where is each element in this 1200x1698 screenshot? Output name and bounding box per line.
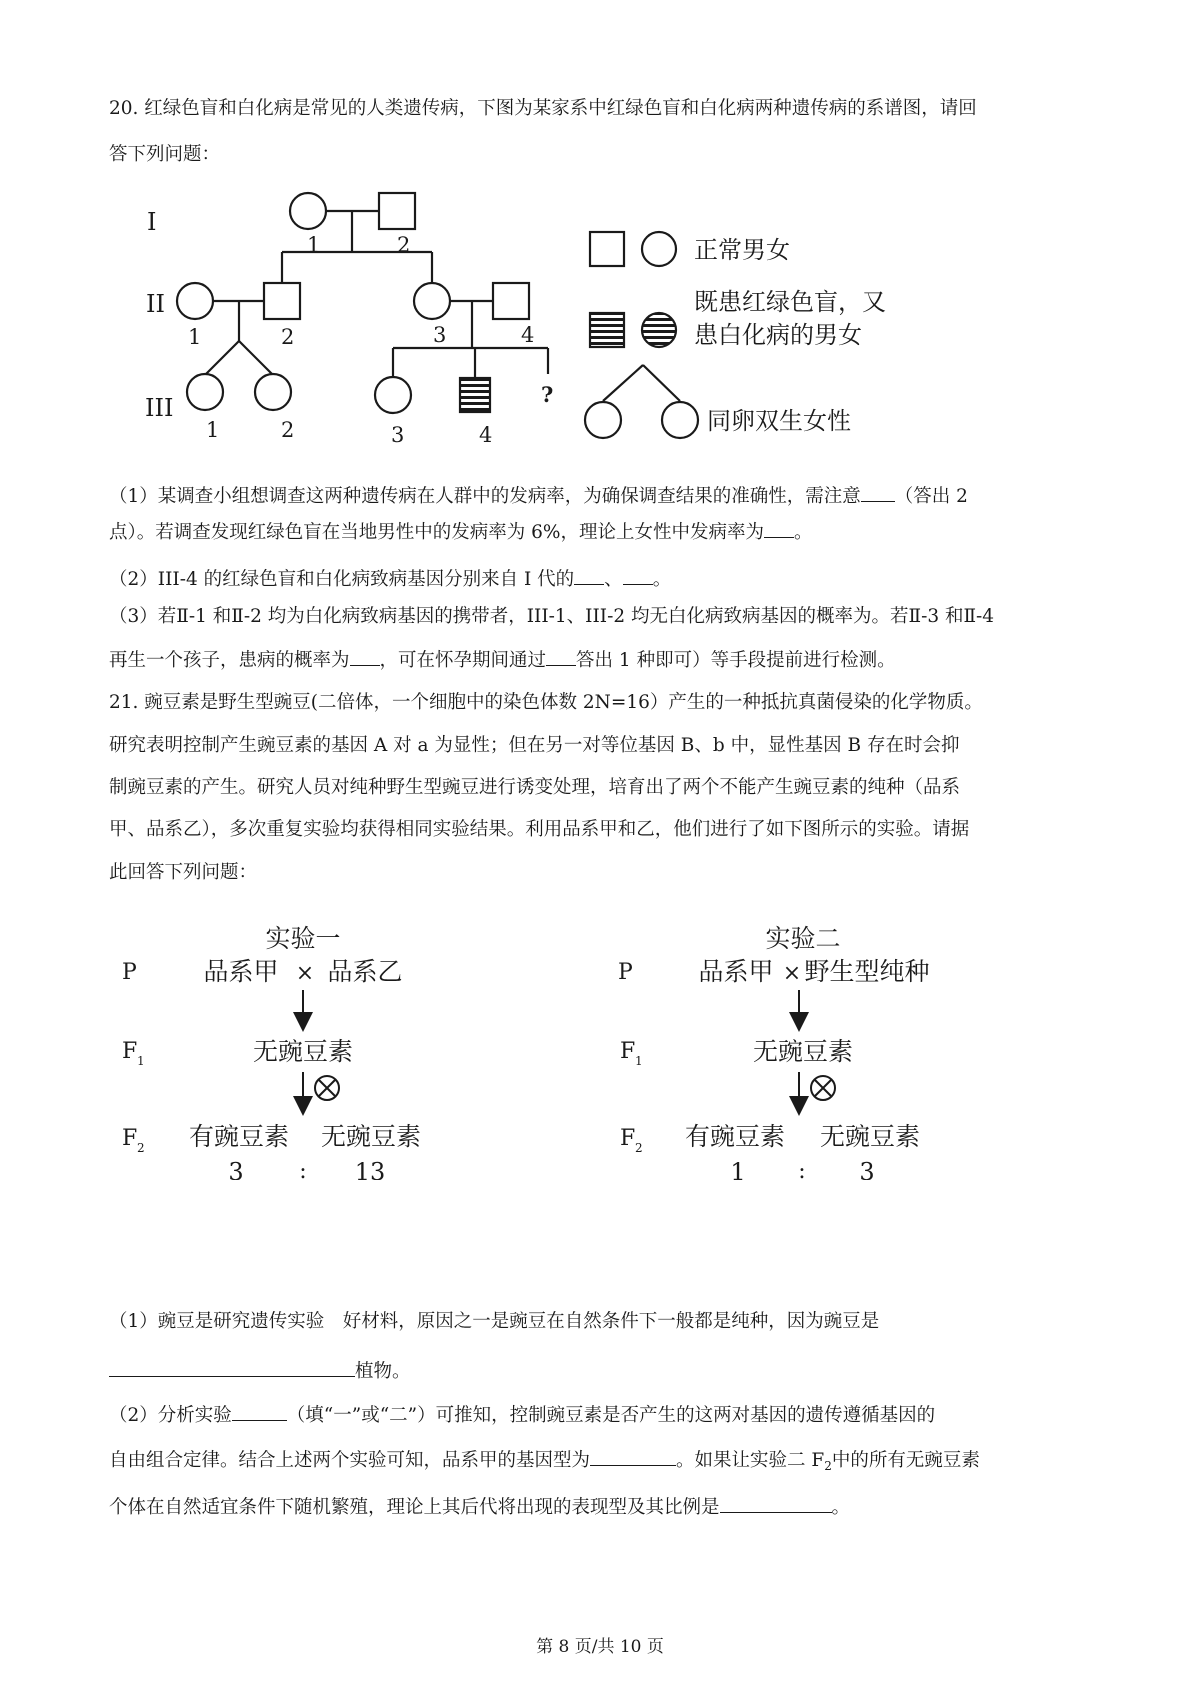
exp1-ratio-a: 3	[228, 1158, 244, 1180]
answer-blank[interactable]	[574, 562, 604, 585]
exp2-gen-F2-sub: 2	[635, 1141, 643, 1155]
q20-sub1-line2: 点）。若调查发现红绿色盲在当地男性中的发病率为 6%，理论上女性中发病率为 。	[109, 515, 813, 548]
q21-sub2-line2: 自由组合定律。结合上述两个实验可知，品系甲的基因型为 。如果让实验二 $F_2$中的所有无豌豆素	[109, 1443, 980, 1477]
pedigree-num-III4: 4	[479, 423, 493, 447]
exp2-ratio-colon: :	[798, 1159, 806, 1180]
exp1-ratio-colon: :	[299, 1159, 307, 1180]
q20-sub2: （2）III-4 的红绿色盲和白化病致病基因分别来自 I 代的 、 。	[109, 562, 671, 595]
exp1-title: 实验一	[265, 924, 341, 953]
pedigree-num-III2: 2	[281, 418, 295, 442]
exp2-gen-F1-sub: 1	[635, 1054, 643, 1068]
answer-blank[interactable]	[109, 1354, 355, 1377]
gen-label-III: III	[145, 394, 174, 422]
exp2-selfing-icon	[811, 1076, 835, 1100]
answer-blank[interactable]	[232, 1398, 287, 1421]
exp1-cross-symbol: ×	[295, 961, 315, 986]
answer-blank[interactable]	[350, 643, 380, 666]
legend-normal-label: 正常男女	[694, 236, 790, 264]
q21-sub1-line1: （1）豌豆是研究遗传实验 好材料，原因之一是豌豆在自然条件下一般都是纯种，因为豌豆是	[109, 1311, 880, 1332]
exp2-parent-a: 品系甲	[698, 957, 774, 986]
pedigree-III2-female	[255, 374, 291, 410]
experiments-diagram	[0, 910, 1200, 1180]
pedigree-num-II3: 3	[433, 323, 447, 347]
q21-sub1-line2: 植物。	[109, 1354, 411, 1387]
pedigree-num-I2: 2	[397, 233, 411, 257]
legend-affected-label-2: 患白化病的男女	[694, 321, 862, 349]
exp1-selfing-icon	[315, 1076, 339, 1100]
pedigree-I1-female	[290, 193, 326, 229]
answer-blank[interactable]	[590, 1443, 676, 1466]
legend-twin-female-2	[662, 402, 698, 438]
exp2-f2-a: 有豌豆素	[684, 1122, 786, 1151]
q21-sub2-line3: 个体在自然适宜条件下随机繁殖，理论上其后代将出现的表现型及其比例是 。	[109, 1490, 850, 1523]
exp1-f2-b: 无豌豆素	[320, 1122, 422, 1151]
q21-stem-line3: 制豌豆素的产生。研究人员对纯种野生型豌豆进行诱变处理，培育出了两个不能产生豌豆素的纯种（品系	[109, 777, 961, 798]
pedigree-II3-female	[414, 283, 450, 319]
pedigree-II4-male	[493, 283, 529, 319]
q20-sub3-line2: 再生一个孩子，患病的概率为 ，可在怀孕期间通过 答出 1 种即可）等手段提前进行检测。	[109, 643, 896, 676]
pedigree-II1-female	[177, 283, 213, 319]
pedigree-III4-affected-male	[460, 378, 490, 412]
pedigree-num-III3: 3	[391, 423, 405, 447]
exp2-ratio-a: 1	[730, 1158, 746, 1180]
legend-twin-female-1	[585, 402, 621, 438]
exp1-gen-F1: F	[122, 1039, 138, 1064]
answer-blank[interactable]	[861, 479, 895, 502]
exp2-gen-F1: F	[620, 1039, 636, 1064]
exp2-gen-F2: F	[620, 1126, 636, 1151]
q21-sub2-line1: （2）分析实验 （填“一”或“二”）可推知，控制豌豆素是否产生的这两对基因的遗传遵循基因的	[109, 1398, 935, 1431]
pedigree-II2-male	[264, 283, 300, 319]
answer-blank[interactable]	[546, 643, 576, 666]
legend-affected-female	[642, 313, 676, 347]
pedigree-num-II2: 2	[281, 325, 295, 349]
exp1-parent-b: 品系乙	[327, 957, 403, 986]
gen-label-II: II	[146, 290, 165, 318]
exp2-ratio-b: 3	[859, 1158, 875, 1180]
pedigree-chart	[0, 180, 1200, 470]
legend-twins-label: 同卵双生女性	[707, 407, 851, 435]
q20-stem-line2: 答下列问题：	[109, 144, 221, 165]
q21-stem-line1: 21. 豌豆素是野生型豌豆(二倍体，一个细胞中的染色体数 2N=16）产生的一种抵抗真菌侵染的化学物质。	[109, 692, 983, 713]
pedigree-num-I1: 1	[307, 233, 321, 257]
q21-stem-line2: 研究表明控制产生豌豆素的基因 A 对 a 为显性；但在另一对等位基因 B、b 中，显性基因 B 存在时会抑	[109, 735, 960, 756]
pedigree-num-III1: 1	[206, 418, 220, 442]
q20-sub1-line1: （1）某调查小组想调查这两种遗传病在人群中的发病率，为确保调查结果的准确性，需注意 （答出 2	[109, 479, 968, 512]
exp2-parent-b: 野生型纯种	[804, 957, 930, 986]
answer-blank[interactable]	[720, 1490, 832, 1513]
q21-stem-line5: 此回答下列问题：	[109, 862, 258, 883]
q20-sub3-line1: （3）若Ⅱ-1 和Ⅱ-2 均为白化病致病基因的携带者，III-1、III-2 均无白化病致病基因的概率为。若Ⅱ-3 和Ⅱ-4	[109, 606, 995, 627]
answer-blank[interactable]	[764, 515, 794, 538]
exp1-gen-F2-sub: 2	[137, 1141, 145, 1155]
pedigree-I2-male	[379, 193, 415, 229]
exp2-title: 实验二	[765, 924, 841, 953]
exp2-cross-symbol: ×	[782, 961, 802, 986]
q21-stem-line4: 甲、品系乙），多次重复实验均获得相同实验结果。利用品系甲和乙，他们进行了如下图所示的实验。请据	[109, 819, 970, 840]
pedigree-unknown-child: ?	[541, 382, 554, 407]
q20-stem-line1: 20. 红绿色盲和白化病是常见的人类遗传病，下图为某家系中红绿色盲和白化病两种遗传病的系谱图，请回	[109, 98, 977, 119]
page-footer: 第 8 页/共 10 页	[536, 1637, 664, 1657]
legend-affected-male	[590, 313, 624, 347]
pedigree-num-II1: 1	[188, 325, 202, 349]
exp2-gen-P: P	[618, 960, 633, 985]
exp2-f1: 无豌豆素	[752, 1037, 854, 1066]
exp1-f2-a: 有豌豆素	[188, 1122, 290, 1151]
exp1-parent-a: 品系甲	[203, 957, 279, 986]
gen-label-I: I	[147, 208, 157, 236]
legend-affected-label-1: 既患红绿色盲，又	[694, 288, 886, 316]
pedigree-num-II4: 4	[521, 323, 535, 347]
exp1-gen-P: P	[122, 960, 137, 985]
pedigree-III1-female	[187, 374, 223, 410]
pedigree-III3-female	[375, 377, 411, 413]
exp2-f2-b: 无豌豆素	[819, 1122, 921, 1151]
exp1-gen-F1-sub: 1	[137, 1054, 145, 1068]
exp1-gen-F2: F	[122, 1126, 138, 1151]
answer-blank[interactable]	[623, 562, 653, 585]
exp1-f1: 无豌豆素	[252, 1037, 354, 1066]
exp1-ratio-b: 13	[354, 1158, 386, 1180]
